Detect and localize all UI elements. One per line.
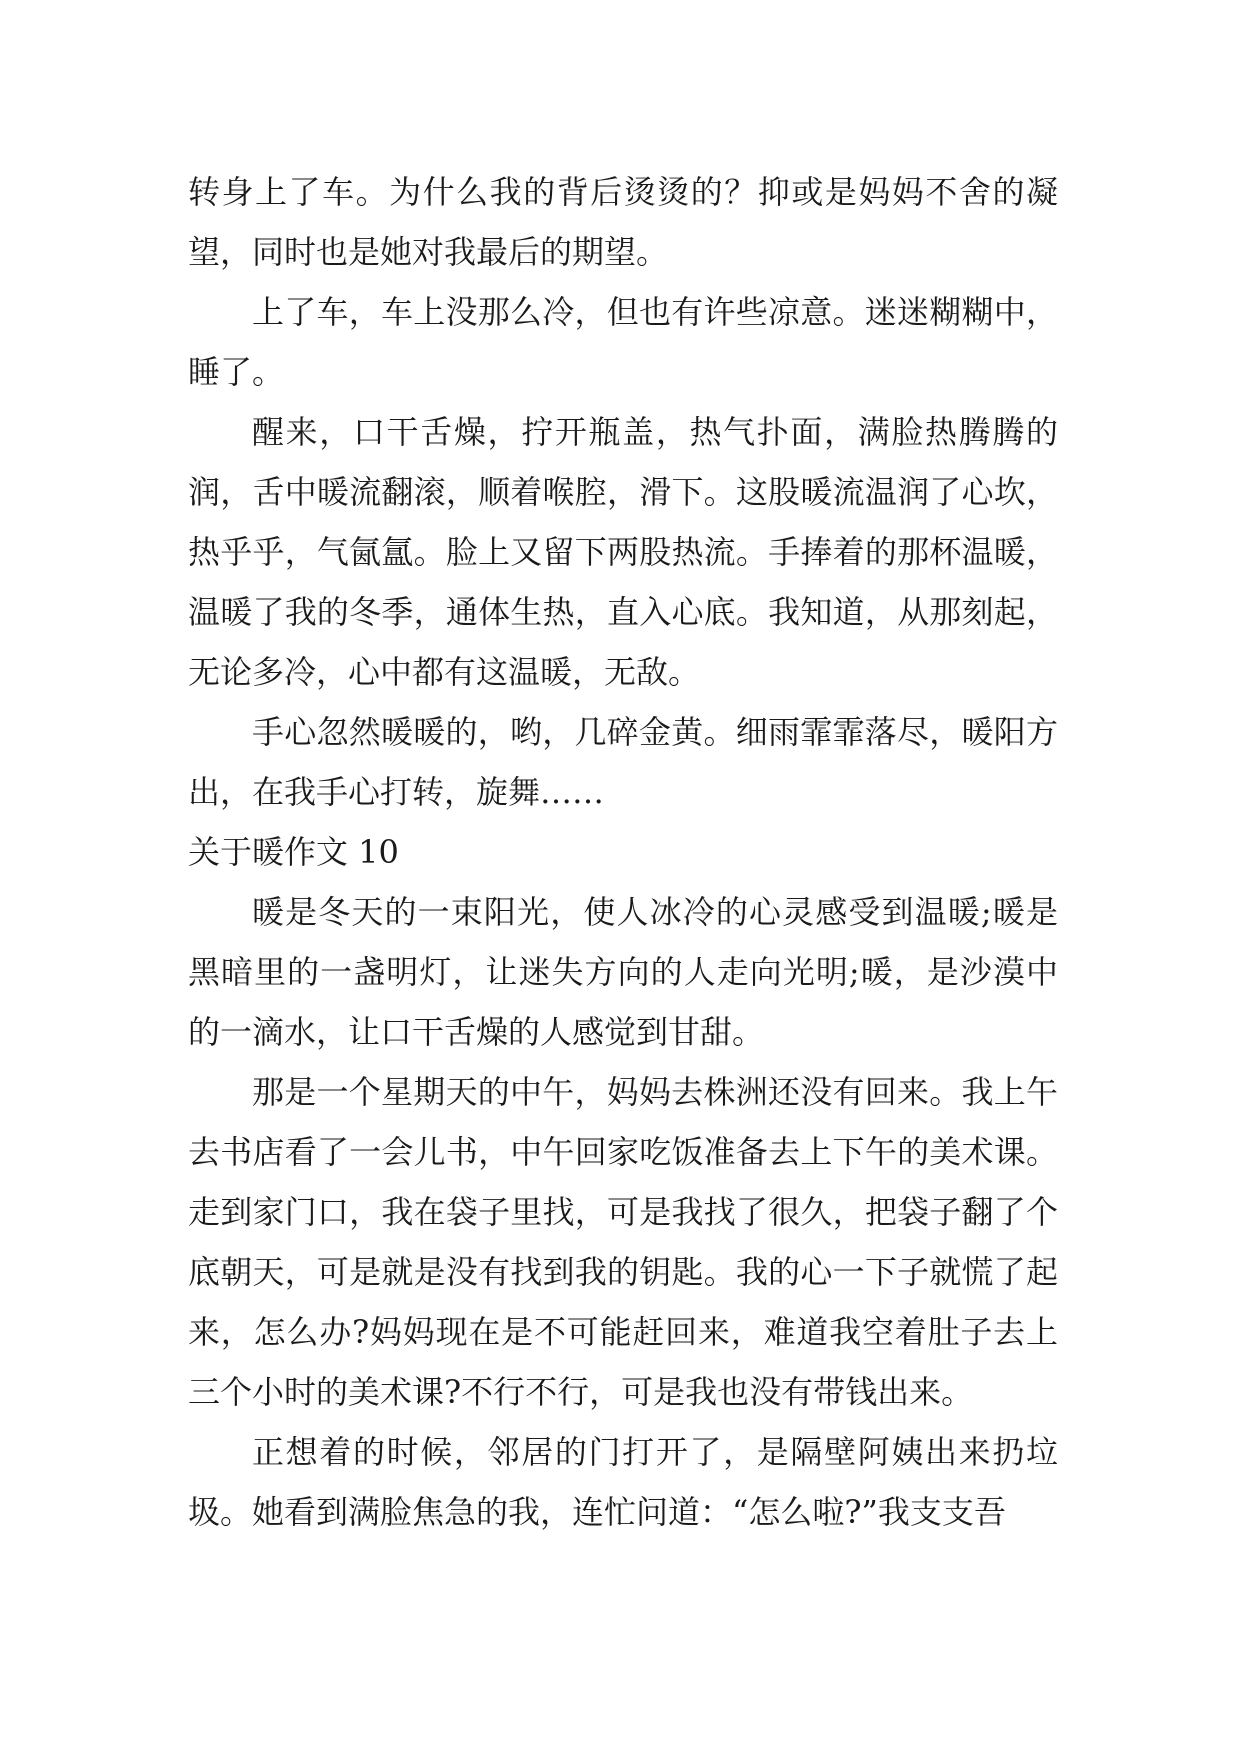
paragraph-5: 暖是冬天的一束阳光，使人冰冷的心灵感受到温暖;暖是黑暗里的一盏明灯，让迷失方向的人走向光明;暖，是沙漠中的一滴水，让口干舌燥的人感觉到甘甜。 (188, 893, 1058, 1051)
document-page (188, 162, 1058, 1542)
paragraph-1: 转身上了车。为什么我的背后烫烫的？抑或是妈妈不舍的凝望，同时也是她对我最后的期望。 (188, 173, 1058, 271)
paragraph-3: 醒来，口干舌燥，拧开瓶盖，热气扑面，满脸热腾腾的润，舌中暖流翻滚，顺着喉腔，滑下。这股暖流温润了心坎，热乎乎，气氤氲。脸上又留下两股热流。手捧着的那杯温暖，温暖了我的冬季，通体生热，直入心底。我知道，从那刻起，无论多冷，心中都有这温暖，无敌。 (188, 413, 1058, 691)
paragraph-6: 那是一个星期天的中午，妈妈去株洲还没有回来。我上午去书店看了一会儿书，中午回家吃饭准备去上下午的美术课。走到家门口，我在袋子里找，可是我找了很久，把袋子翻了个底朝天，可是就是没有找到我的钥匙。我的心一下子就慌了起来，怎么办?妈妈现在是不可能赶回来，难道我空着肚子去上三个小时的美术课?不行不行，可是我也没有带钱出来。 (188, 1073, 1058, 1411)
paragraph-4: 手心忽然暖暖的，哟，几碎金黄。细雨霏霏落尽，暖阳方出，在我手心打转，旋舞…… (188, 713, 1058, 811)
paragraph-7: 正想着的时候，邻居的门打开了，是隔壁阿姨出来扔垃圾。她看到满脸焦急的我，连忙问道：“怎么啦?”我支支吾 (188, 1433, 1058, 1531)
section-heading: 关于暖作文 10 (188, 833, 399, 871)
paragraph-2: 上了车，车上没那么冷，但也有许些凉意。迷迷糊糊中，睡了。 (188, 293, 1058, 391)
